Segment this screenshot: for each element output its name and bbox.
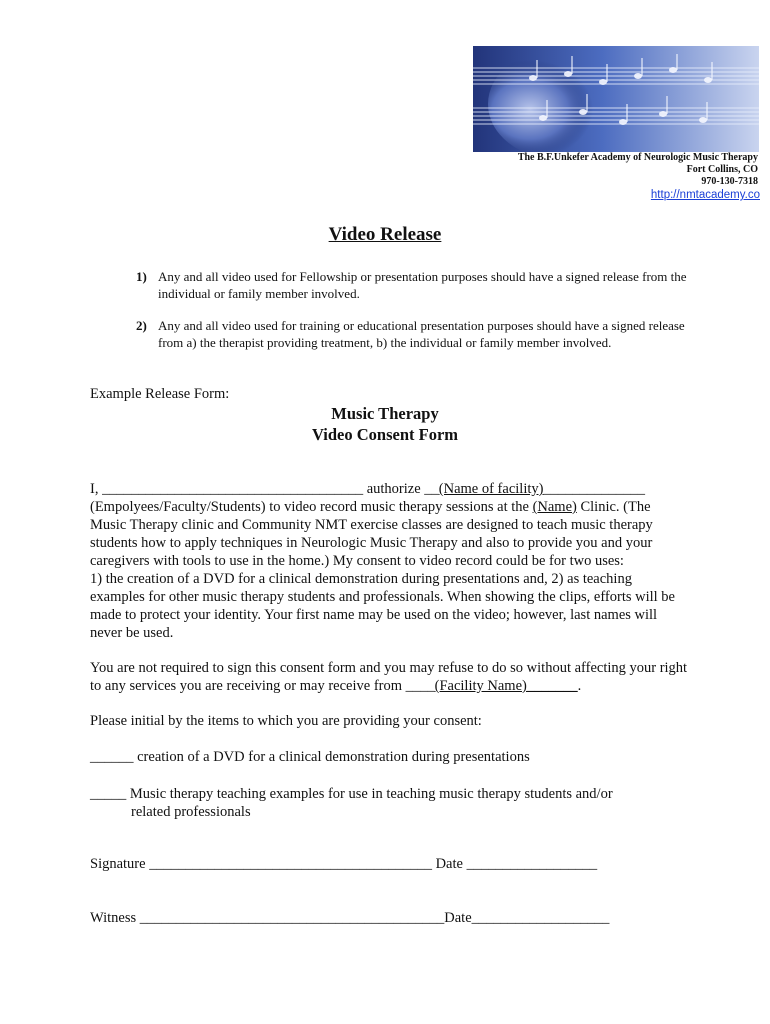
list-item-number: 1) [136, 269, 147, 284]
consent-item-teaching-line-1: _____ Music therapy teaching examples for use in teaching music therapy students and/or [90, 786, 613, 802]
consent-item-dvd: ______ creation of a DVD for a clinical demonstration during presentations [90, 749, 530, 765]
consent-paragraph [90, 480, 690, 642]
refusal-text-end: . [577, 678, 582, 694]
organization-info [518, 152, 758, 188]
consent-uses-text: 1) the creation of a DVD for a clinical demonstration during presentations and, 2) as teaching examples for other music therapy students and professionals. When showing the clips, efforts will be made to protect your identity. Your first name may be used on the video; however, last names will never be used. [90, 571, 675, 641]
organization-location: Fort Collins, CO [686, 164, 758, 175]
organization-name: The B.F.Unkefer Academy of Neurologic Music Therapy [517, 152, 758, 163]
consent-text: I, ____________________________________ authorize __ [90, 481, 439, 497]
consent-item-teaching [90, 785, 690, 821]
initial-instructions: Please initial by the items to which you are providing your consent: [90, 713, 482, 729]
list-item-number: 2) [136, 318, 147, 333]
release-rules-list [136, 268, 696, 366]
witness-line: Witness __________________________________________Date___________________ [90, 910, 610, 926]
list-item [136, 268, 696, 302]
facility-name-blank: (Facility Name)_______ [434, 678, 578, 694]
form-title-line-1: Music Therapy [331, 404, 439, 423]
consent-text: Clinic. (The Music Therapy clinic and Community NMT exercise classes are designed to teach music therapy students how to apply techniques in Neurologic Music Therapy and also to provide you and your caregivers with tools to use in the home.) My consent to video record could be for two uses: [90, 499, 653, 569]
logo-image [473, 46, 759, 152]
signature-line: Signature _______________________________________ Date __________________ [90, 856, 598, 872]
organization-phone: 970-130-7318 [701, 176, 758, 187]
refusal-text: You are not required to sign this consent form and you may refuse to do so without affecting your right to any services you are receiving or may receive from ____ [90, 660, 688, 694]
example-label: Example Release Form: [90, 386, 230, 402]
facility-name-field: (Name of facility) [438, 481, 544, 497]
consent-item-teaching-line-2: related professionals [131, 804, 251, 820]
academy-logo [473, 46, 759, 152]
form-title [0, 403, 770, 445]
list-item-text: Any and all video used for training or educational presentation purposes should have a signed release from a) the therapist providing treatment, b) the individual or family member involved. [158, 318, 685, 350]
list-item [136, 317, 696, 351]
form-title-line-2: Video Consent Form [311, 425, 459, 444]
clinic-name-field: (Name) [532, 499, 577, 515]
organization-website-link[interactable]: http://nmtacademy.co [650, 189, 760, 201]
consent-text: ______________ (Empolyees/Faculty/Students) to video record music therapy sessions at the [90, 481, 645, 515]
list-item-text: Any and all video used for Fellowship or presentation purposes should have a signed release from the individual or family member involved. [158, 269, 687, 301]
document-title: Video Release [328, 224, 442, 245]
refusal-paragraph [90, 659, 690, 695]
